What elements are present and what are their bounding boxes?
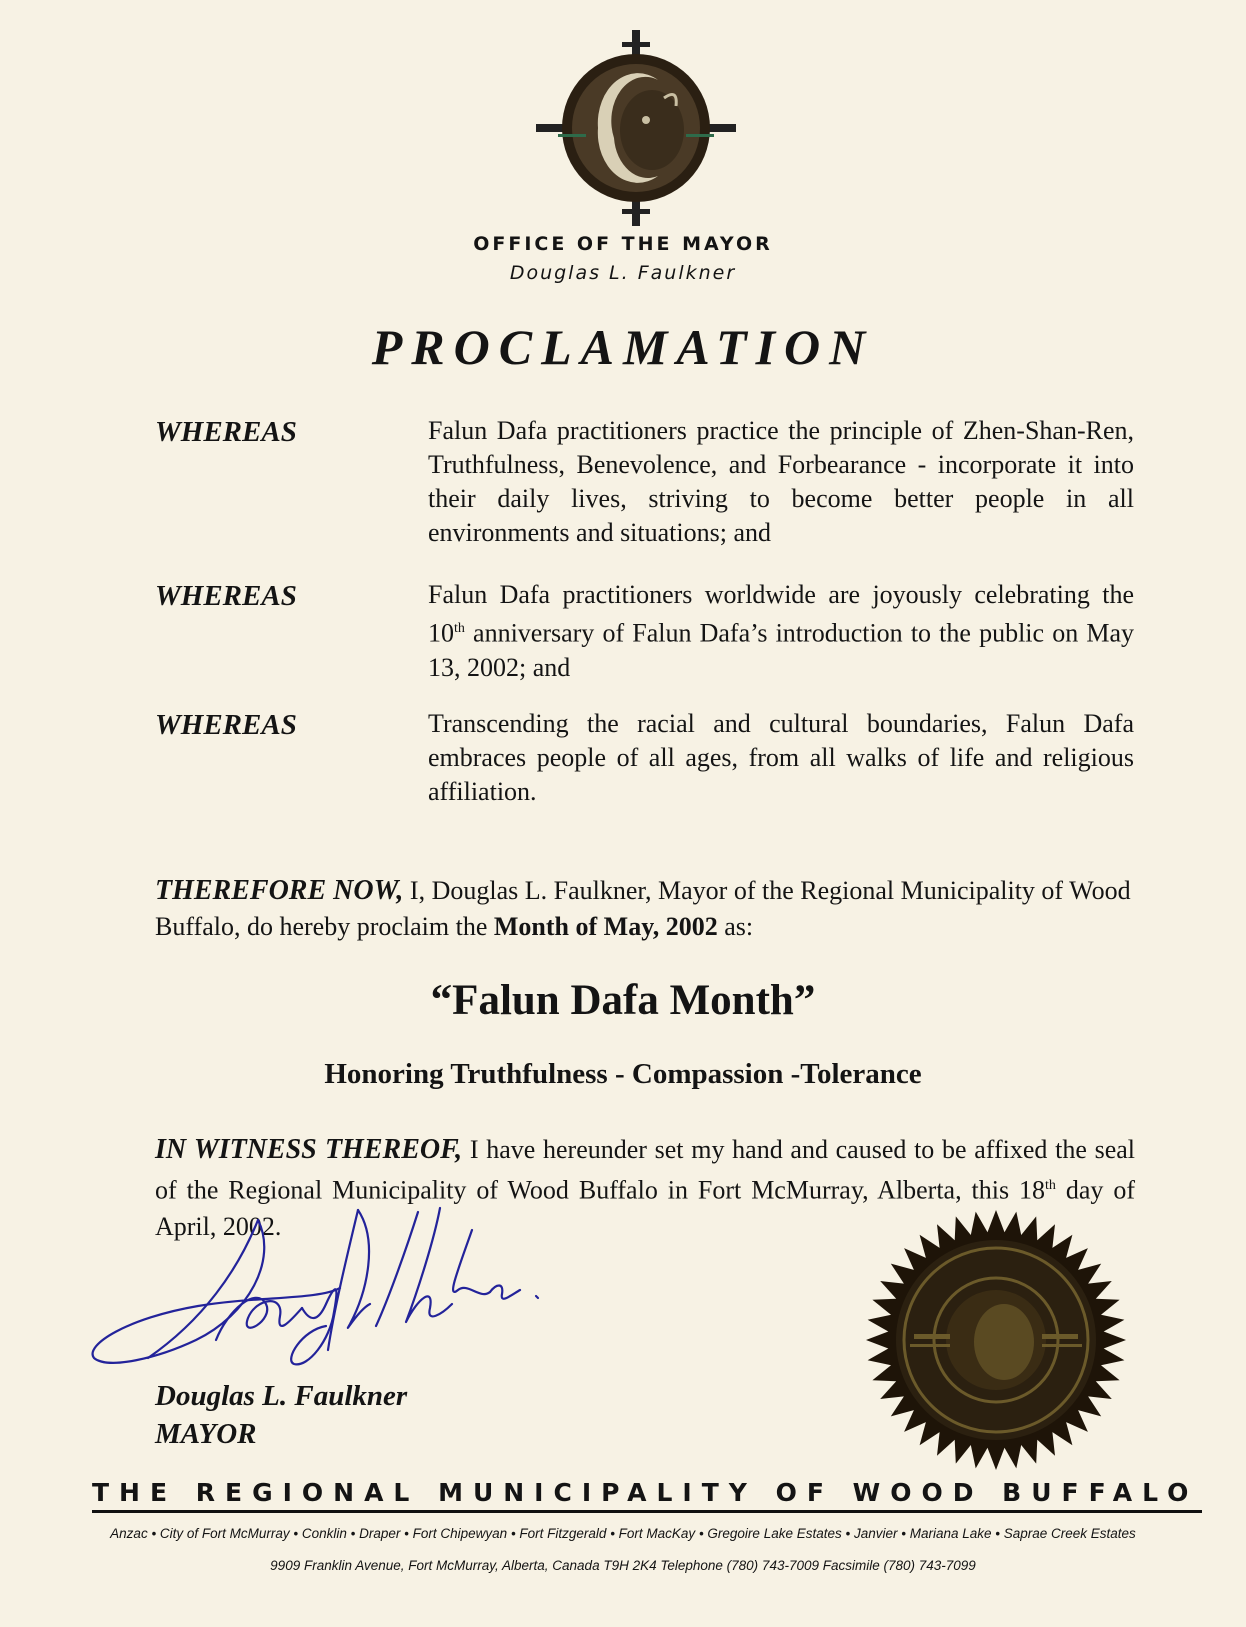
office-title: OFFICE OF THE MAYOR bbox=[473, 233, 773, 255]
ordinal-suffix: th bbox=[454, 621, 465, 636]
whereas-text-3: Transcending the racial and cultural boundaries, Falun Dafa embraces people of all ages, from all walks of life and religious affiliation. bbox=[428, 709, 1134, 806]
whereas-text-1: Falun Dafa practitioners practice the principle of Zhen-Shan-Ren, Truthfulness, Benevolence, and Forbearance - incorporate it into their daily lives, striving to become better people in all environments and situations; and bbox=[428, 416, 1134, 547]
footer-communities: Anzac • City of Fort McMurray • Conklin • Draper • Fort Chipewyan • Fort Fitzgerald • Fort MacKay • Gregoire Lake Estates • Janvier • Mariana Lake • Saprae Creek Estates bbox=[110, 1526, 1136, 1541]
whereas-text-2-start: Falun Dafa practitioners worldwide are joyously celebrating the 10 bbox=[428, 580, 1134, 648]
page-title: PROCLAMATION bbox=[371, 319, 875, 375]
witness-lead: IN WITNESS THEREOF, bbox=[155, 1134, 463, 1165]
witness-tail: day of April, 2002. bbox=[155, 1175, 1136, 1241]
honoring-subtitle: Honoring Truthfulness - Compassion -Tolerance bbox=[324, 1058, 922, 1090]
therefore-tail: as: bbox=[717, 912, 754, 941]
whereas-label-3: WHEREAS bbox=[155, 709, 297, 741]
therefore-text: I, Douglas L. Faulkner, Mayor of the Regional Municipality of Wood Buffalo, do hereby proclaim the bbox=[155, 876, 1131, 941]
footer-address: 9909 Franklin Avenue, Fort McMurray, Alberta, Canada T9H 2K4 Telephone (780) 743-7009 Facsimile (780) 743-7099 bbox=[270, 1558, 976, 1573]
whereas-text-2-end: anniversary of Falun Dafa’s introduction to the public on May 13, 2002; and bbox=[428, 618, 1134, 682]
gold-embossed-seal-icon bbox=[864, 1208, 1128, 1472]
whereas-label-2: WHEREAS bbox=[155, 580, 297, 612]
whereas-label-1: WHEREAS bbox=[155, 416, 297, 448]
witness-ordinal: th bbox=[1045, 1178, 1056, 1193]
mayor-name-header: Douglas L. Faulkner bbox=[509, 262, 737, 284]
footer-divider bbox=[92, 1510, 1202, 1513]
signer-name: Douglas L. Faulkner bbox=[155, 1380, 408, 1412]
bison-medallion-icon bbox=[536, 28, 736, 228]
witness-text: I have hereunder set my hand and caused to be affixed the seal of the Regional Municipality of Wood Buffalo in Fort McMurray, Alberta, this 18 bbox=[155, 1135, 1135, 1205]
signer-role: MAYOR bbox=[155, 1418, 257, 1450]
whereas-text-2 bbox=[428, 578, 1134, 685]
handwritten-signature bbox=[88, 1200, 548, 1380]
therefore-lead: THEREFORE NOW, bbox=[155, 875, 404, 906]
therefore-emphasis: Month of May, 2002 bbox=[493, 912, 718, 941]
therefore-paragraph bbox=[155, 873, 1145, 945]
footer-municipality-name: THE REGIONAL MUNICIPALITY OF WOOD BUFFALO bbox=[92, 1478, 1199, 1507]
proclaimed-month-title: “Falun Dafa Month” bbox=[430, 977, 816, 1024]
